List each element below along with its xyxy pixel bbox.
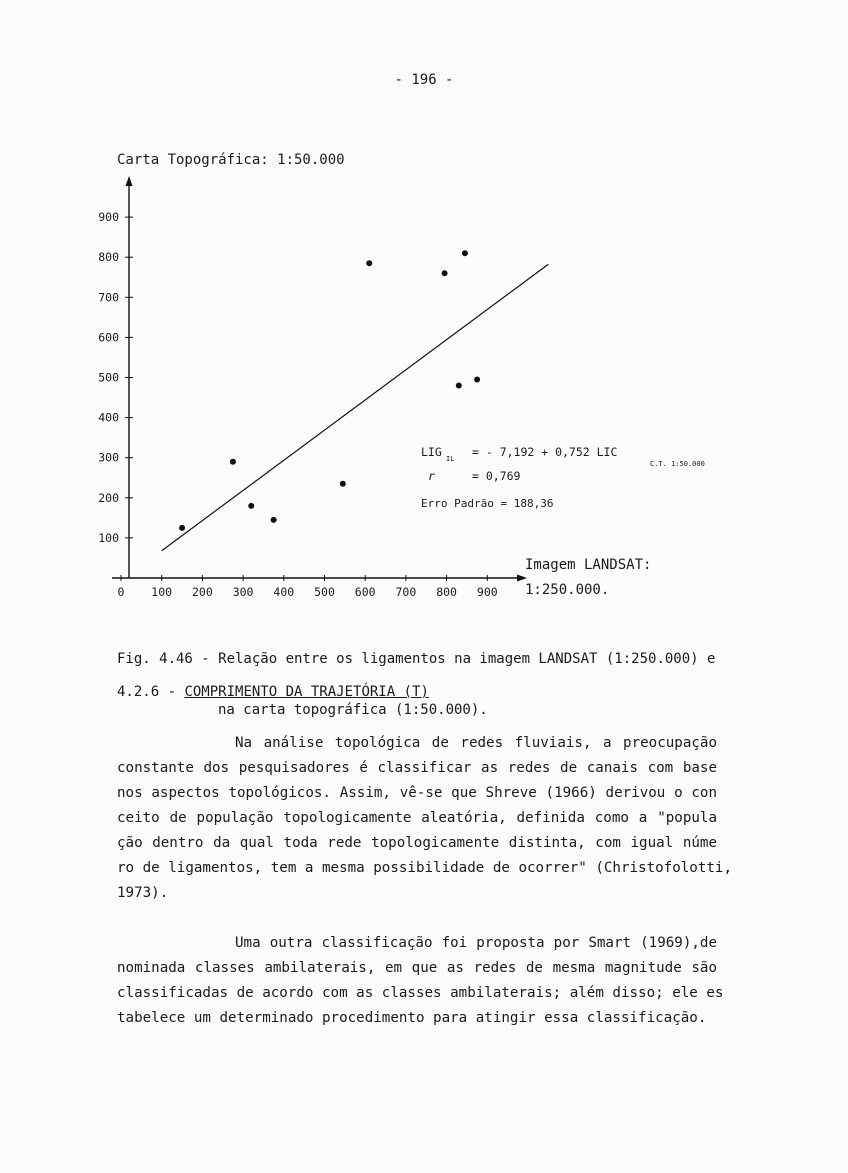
data-point [366, 260, 372, 266]
x-tick-label: 200 [192, 585, 213, 599]
paragraph-1 [117, 731, 732, 906]
axes [112, 176, 527, 582]
paragraph-line: tabelece um determinado procedimento para atingir essa classificação. [117, 1010, 707, 1026]
x-tick-label: 600 [354, 585, 376, 599]
chart-annotations [421, 445, 705, 510]
paragraph-line: ro de ligamentos, tem a mesma possibilidade de ocorrer" (Christofolotti, [117, 860, 732, 876]
data-point [179, 525, 185, 531]
y-tick-label: 100 [98, 530, 119, 545]
x-tick-label: 100 [151, 585, 173, 599]
paragraph-line: nominada classes ambilaterais, em que as redes de mesma magnitude são [117, 960, 717, 976]
x-axis-title-line2: 1:250.000. [525, 582, 610, 598]
x-tick-label: 700 [395, 585, 417, 599]
data-point [474, 377, 480, 383]
equation-lhs-subscript: IL [446, 455, 455, 463]
data-point [248, 503, 254, 509]
x-tick-label: 500 [314, 585, 335, 599]
r-label: r [428, 469, 435, 483]
y-tick-label: 400 [98, 410, 119, 425]
equation-rhs-subscript: C.T. 1:50.000 [650, 460, 705, 468]
y-tick-label: 900 [98, 210, 119, 225]
section-heading [117, 684, 429, 700]
y-tick-label: 600 [98, 330, 119, 345]
x-tick-label: 300 [232, 585, 254, 599]
y-axis-title: Carta Topográfica: 1:50.000 [117, 152, 345, 168]
y-tick-label: 500 [98, 370, 119, 385]
y-tick-label: 700 [98, 290, 119, 305]
paragraph-line: Uma outra classificação foi proposta por Smart (1969),de [235, 935, 717, 951]
paragraph-line: classificadas de acordo com as classes ambilaterais; além disso; ele es [117, 985, 724, 1001]
paragraph-2 [117, 931, 724, 1031]
paragraph-line: ceito de população topologicamente aleatória, definida como a "popula [117, 810, 717, 826]
y-axis-arrow [126, 176, 133, 186]
paragraph-line: nos aspectos topológicos. Assim, vê-se que Shreve (1966) derivou o con [117, 785, 717, 801]
figure-caption-line2: na carta topográfica (1:50.000). [218, 702, 488, 718]
data-point [340, 481, 346, 487]
data-point [456, 383, 462, 389]
r-value: = 0,769 [472, 469, 521, 483]
paragraph-line: 1973). [117, 885, 169, 901]
figure-caption [117, 617, 715, 736]
data-point [462, 250, 468, 256]
x-tick-label: 0 [117, 585, 125, 599]
y-axis-ticks [98, 210, 133, 545]
x-tick-label: 400 [273, 585, 295, 599]
section-title: COMPRIMENTO DA TRAJETÓRIA (T) [184, 684, 429, 700]
standard-error: Erro Padrão = 188,36 [421, 497, 554, 510]
figure-caption-line1: Fig. 4.46 - Relação entre os ligamentos na imagem LANDSAT (1:250.000) e [117, 651, 716, 667]
x-axis-title-line1: Imagem LANDSAT: [525, 557, 652, 573]
paragraph-line: Na análise topológica de redes fluviais, a preocupação [235, 735, 717, 751]
x-axis-arrow [517, 575, 527, 582]
data-points [179, 250, 480, 531]
data-point [442, 270, 448, 276]
paragraph-line: ção dentro da qual toda rede topologicamente distinta, com igual núme [117, 835, 717, 851]
data-point [271, 517, 277, 523]
x-tick-label: 900 [476, 585, 498, 599]
y-tick-label: 200 [98, 490, 119, 505]
data-point [230, 459, 236, 465]
page-number: - 196 - [394, 72, 454, 88]
x-tick-label: 800 [436, 585, 457, 599]
equation-rhs: = - 7,192 + 0,752 LIC [472, 445, 618, 459]
paragraph-line: constante dos pesquisadores é classificar as redes de canais com base [117, 760, 717, 776]
y-tick-label: 300 [98, 450, 119, 465]
y-tick-label: 800 [98, 250, 119, 265]
equation-lhs: LIG [421, 445, 442, 459]
section-number: 4.2.6 - [117, 684, 185, 700]
